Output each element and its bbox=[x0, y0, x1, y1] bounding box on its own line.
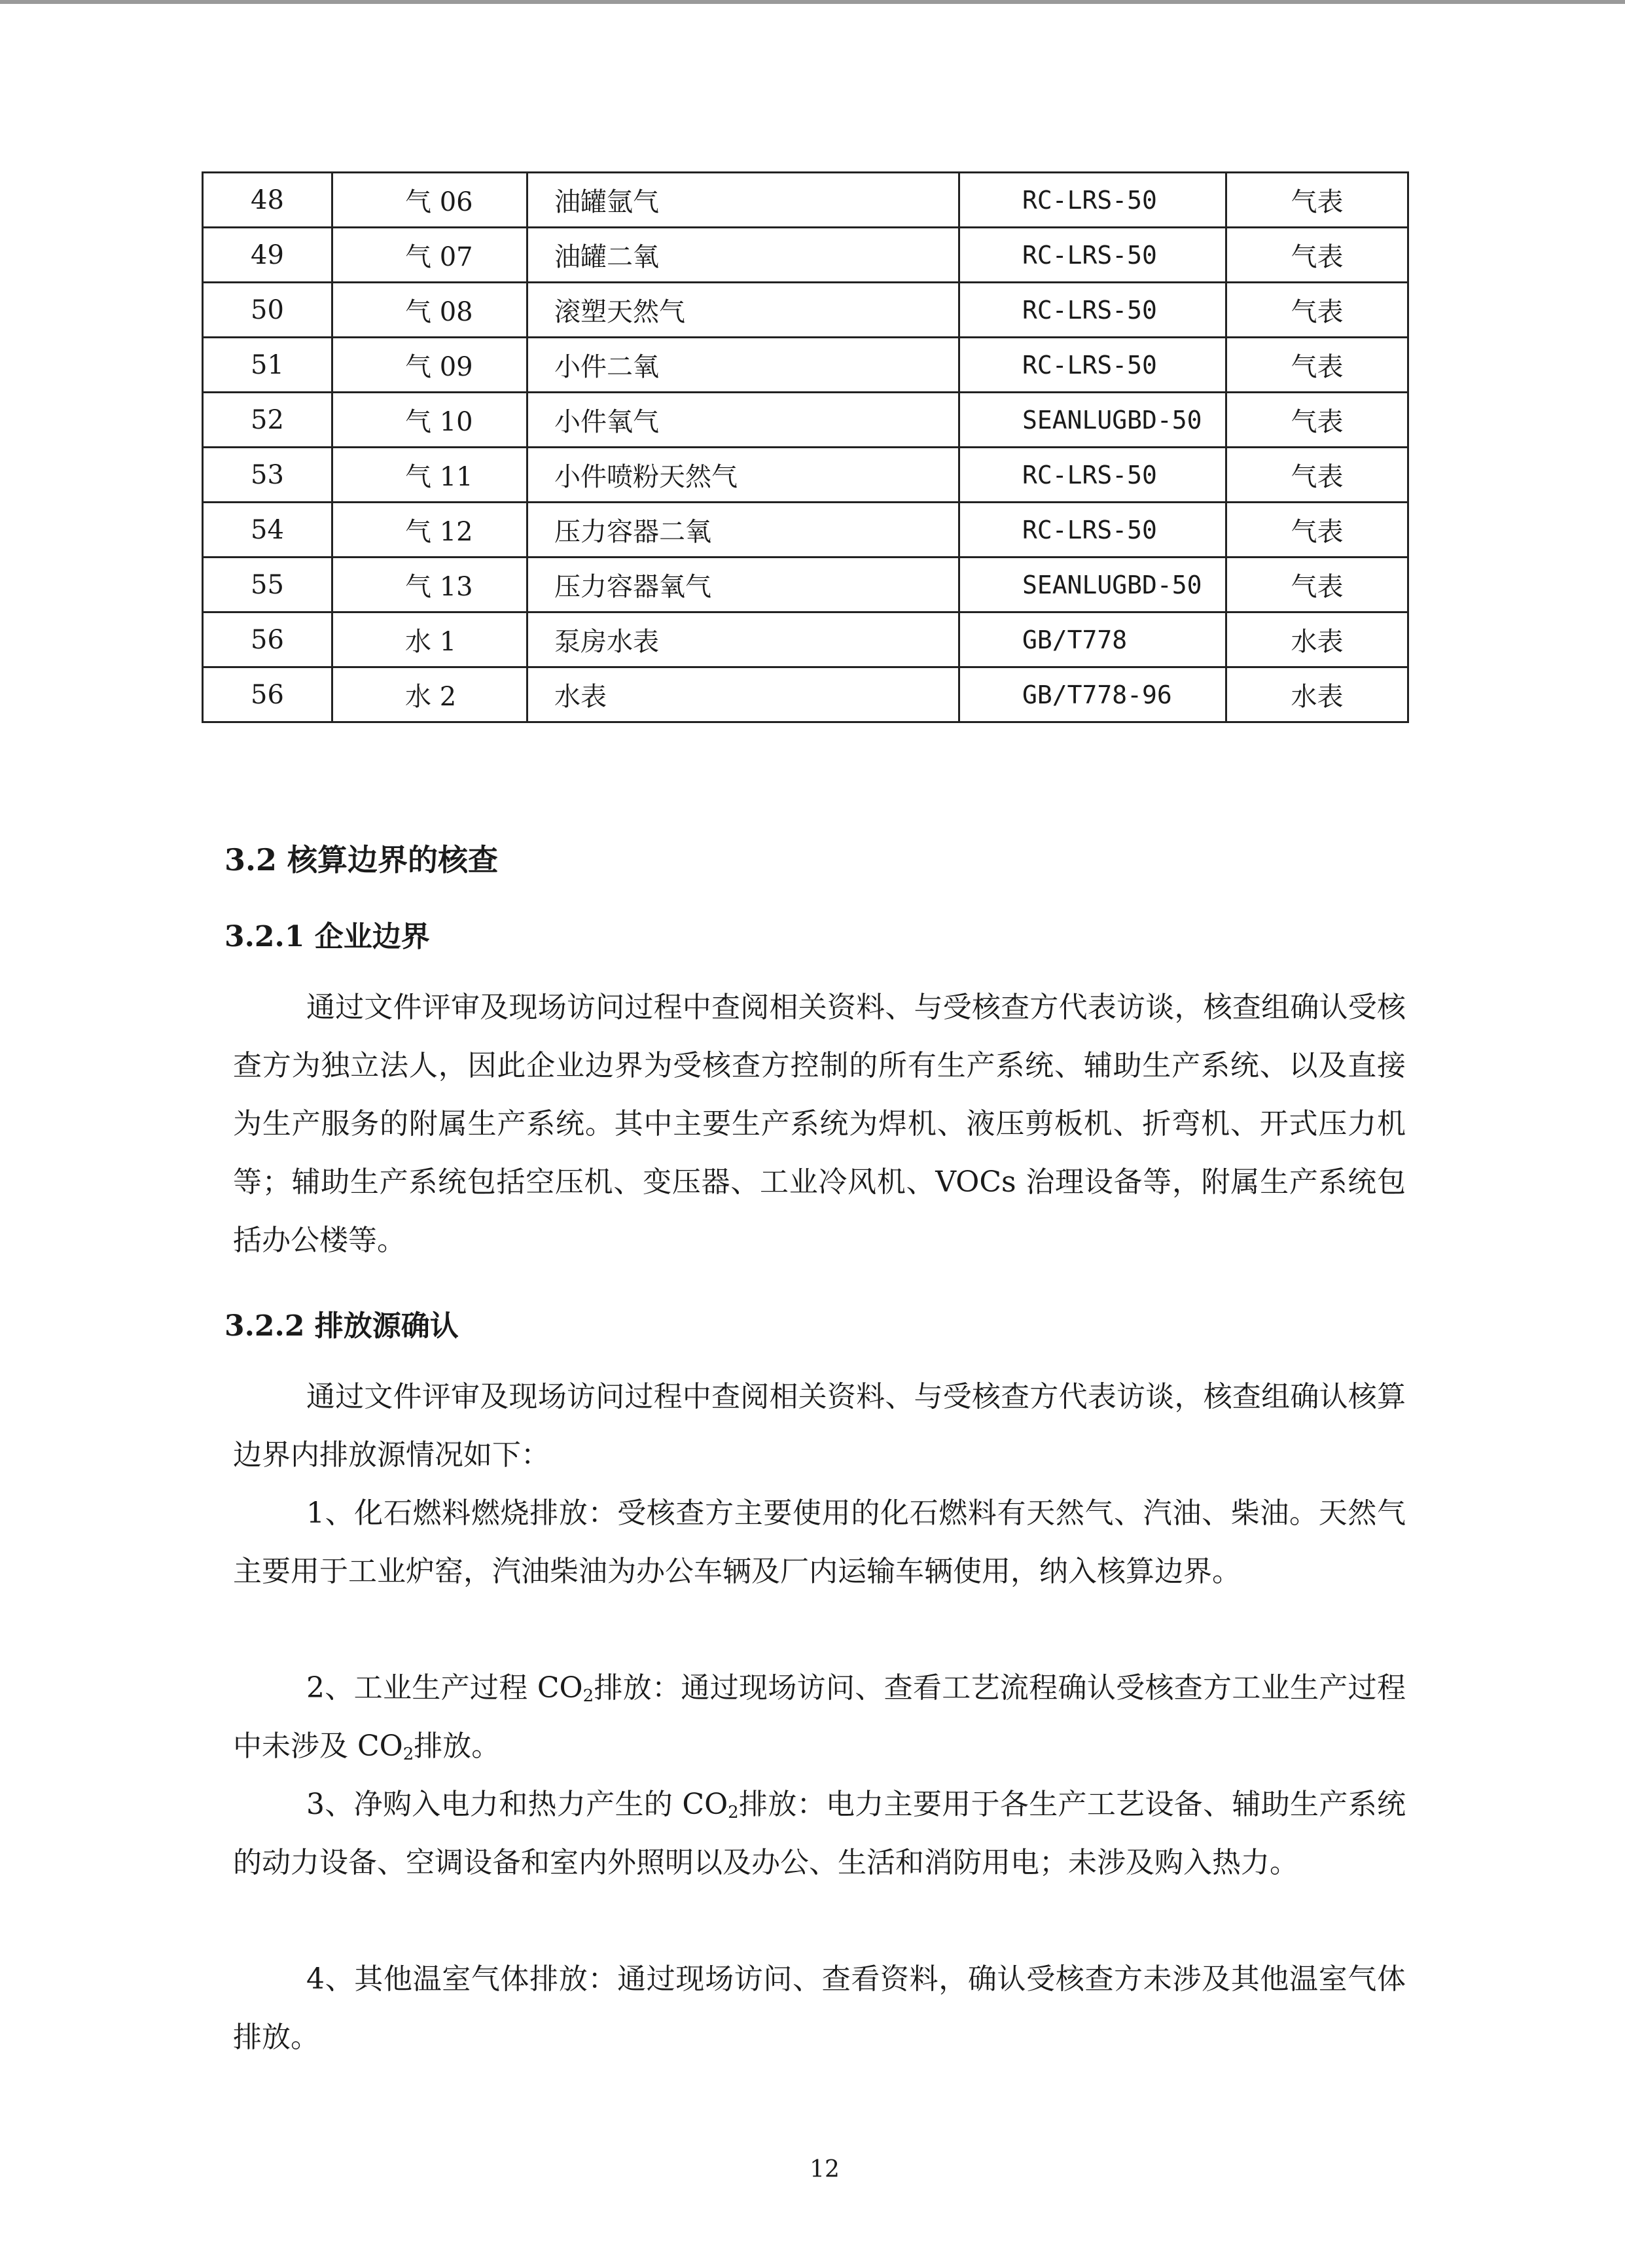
table-cell: 水表 bbox=[1226, 667, 1408, 722]
page-number: 12 bbox=[810, 2156, 840, 2183]
table-cell: 56 bbox=[203, 612, 332, 667]
table-cell: 气表 bbox=[1226, 283, 1408, 338]
table-cell: 气 11 bbox=[332, 448, 527, 503]
table-cell: 压力容器二氧 bbox=[527, 503, 959, 558]
paragraph-fossil-fuel: 1、化石燃料燃烧排放：受核查方主要使用的化石燃料有天然气、汽油、柴油。天然气主要用于工业炉窑，汽油柴油为办公车辆及厂内运输车辆使用，纳入核算边界。 bbox=[233, 1497, 1406, 1588]
table-cell: RC-LRS-50 bbox=[959, 448, 1226, 503]
table-cell: RC-LRS-50 bbox=[959, 173, 1226, 228]
table-cell: 气表 bbox=[1226, 558, 1408, 612]
table-cell: GB/T778-96 bbox=[959, 667, 1226, 722]
table-cell: 气表 bbox=[1226, 228, 1408, 283]
table-cell: RC-LRS-50 bbox=[959, 283, 1226, 338]
table-cell: 水 2 bbox=[332, 667, 527, 722]
table-cell: 小件喷粉天然气 bbox=[527, 448, 959, 503]
table-cell: 气 09 bbox=[332, 338, 527, 393]
table-cell: RC-LRS-50 bbox=[959, 503, 1226, 558]
paragraph-emission-intro: 通过文件评审及现场访问过程中查阅相关资料、与受核查方代表访谈，核查组确认核算边界内排放源情况如下： bbox=[233, 1380, 1406, 1472]
table-cell: 52 bbox=[203, 393, 332, 448]
table-cell: 气 10 bbox=[332, 393, 527, 448]
table-row bbox=[203, 667, 1408, 722]
table-cell: 51 bbox=[203, 338, 332, 393]
section-heading-3-2: 3.2 核算边界的核查 bbox=[224, 842, 499, 877]
process-text-c: 排放。 bbox=[414, 1729, 501, 1763]
process-text-b: 排放：通过现场访问、查看工艺流程确认受核查方工业生产过程中未涉及 CO bbox=[233, 1671, 1406, 1763]
table-cell: 55 bbox=[203, 558, 332, 612]
table-cell: 气表 bbox=[1226, 393, 1408, 448]
table-cell: 气 08 bbox=[332, 283, 527, 338]
table-cell: 49 bbox=[203, 228, 332, 283]
table-cell: 气表 bbox=[1226, 448, 1408, 503]
paragraph-process-emission bbox=[233, 1659, 1406, 1775]
table-cell: 水 1 bbox=[332, 612, 527, 667]
table-row bbox=[203, 283, 1408, 338]
table-row bbox=[203, 228, 1408, 283]
table-cell: 气 12 bbox=[332, 503, 527, 558]
table-row bbox=[203, 393, 1408, 448]
table-row bbox=[203, 503, 1408, 558]
table-cell: SEANLUGBD-50 bbox=[959, 558, 1226, 612]
table-cell: 气 13 bbox=[332, 558, 527, 612]
table-cell: 小件二氧 bbox=[527, 338, 959, 393]
table-cell: 气 07 bbox=[332, 228, 527, 283]
process-text-a: 2、工业生产过程 CO bbox=[306, 1671, 583, 1705]
co2-subscript: 2 bbox=[582, 1686, 594, 1706]
table-cell: 气表 bbox=[1226, 173, 1408, 228]
section-heading-3-2-2: 3.2.2 排放源确认 bbox=[224, 1309, 459, 1343]
table-cell: 48 bbox=[203, 173, 332, 228]
table-cell: 油罐氩气 bbox=[527, 173, 959, 228]
co2-subscript: 2 bbox=[402, 1745, 414, 1764]
paragraph-electricity-heat bbox=[233, 1775, 1406, 1892]
table-cell: 56 bbox=[203, 667, 332, 722]
meter-table-body bbox=[203, 173, 1408, 722]
table-cell: 气 06 bbox=[332, 173, 527, 228]
co2-subscript: 2 bbox=[728, 1803, 739, 1822]
table-cell: GB/T778 bbox=[959, 612, 1226, 667]
table-cell: 54 bbox=[203, 503, 332, 558]
table-cell: 水表 bbox=[1226, 612, 1408, 667]
table-row bbox=[203, 558, 1408, 612]
table-cell: RC-LRS-50 bbox=[959, 228, 1226, 283]
table-cell: 气表 bbox=[1226, 503, 1408, 558]
electricity-text-a: 3、净购入电力和热力产生的 CO bbox=[306, 1788, 728, 1821]
table-cell: 压力容器氧气 bbox=[527, 558, 959, 612]
table-cell: RC-LRS-50 bbox=[959, 338, 1226, 393]
table-cell: 油罐二氧 bbox=[527, 228, 959, 283]
table-cell: 小件氧气 bbox=[527, 393, 959, 448]
table-cell: 滚塑天然气 bbox=[527, 283, 959, 338]
table-row bbox=[203, 448, 1408, 503]
table-row bbox=[203, 338, 1408, 393]
paragraph-other-ghg: 4、其他温室气体排放：通过现场访问、查看资料，确认受核查方未涉及其他温室气体排放。 bbox=[233, 1962, 1406, 2054]
table-cell: 53 bbox=[203, 448, 332, 503]
electricity-text-b: 排放：电力主要用于各生产工艺设备、辅助生产系统的动力设备、空调设备和室内外照明以及办公、生活和消防用电；未涉及购入热力。 bbox=[233, 1788, 1406, 1879]
table-cell: SEANLUGBD-50 bbox=[959, 393, 1226, 448]
section-heading-3-2-1: 3.2.1 企业边界 bbox=[224, 920, 430, 953]
table-cell: 气表 bbox=[1226, 338, 1408, 393]
scan-edge-line bbox=[0, 0, 1625, 4]
table-cell: 泵房水表 bbox=[527, 612, 959, 667]
meter-table bbox=[202, 171, 1409, 723]
table-row bbox=[203, 612, 1408, 667]
table-cell: 50 bbox=[203, 283, 332, 338]
table-row bbox=[203, 173, 1408, 228]
paragraph-enterprise-boundary: 通过文件评审及现场访问过程中查阅相关资料、与受核查方代表访谈，核查组确认受核查方为独立法人，因此企业边界为受核查方控制的所有生产系统、辅助生产系统、以及直接为生产服务的附属生产系统。其中主要生产系统为焊机、液压剪板机、折弯机、开式压力机等；辅助生产系统包括空压机、变压器、工业冷风机、VOCs 治理设备等，附属生产系统包括办公楼等。 bbox=[233, 991, 1406, 1257]
table-cell: 水表 bbox=[527, 667, 959, 722]
